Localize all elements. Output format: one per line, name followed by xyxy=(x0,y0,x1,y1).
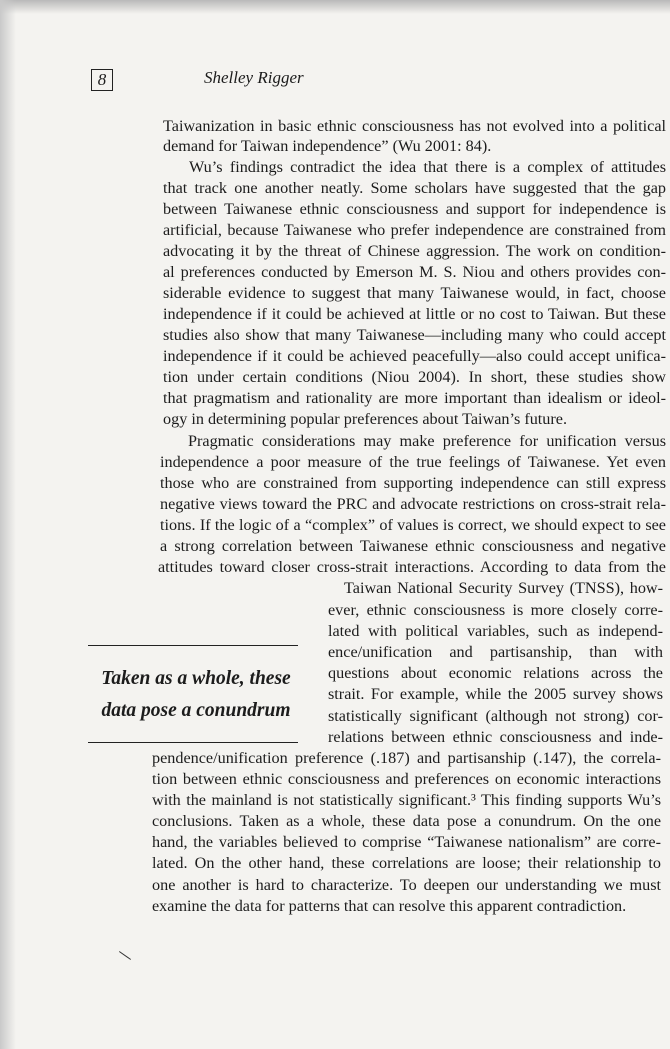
text-line: negative views toward the PRC and advocate restrictions on cross-strait rela- xyxy=(160,495,666,513)
text-line: those who are constrained from supporting independence can still express xyxy=(160,474,666,492)
text-line: independence if it could be achieved peacefully—also could accept unifica- xyxy=(163,347,666,365)
text-line: with the mainland is not statistically significant.³ This finding supports Wu’s xyxy=(152,791,661,809)
text-line: examine the data for patterns that can resolve this apparent contradiction. xyxy=(152,897,627,915)
text-line: questions about economic relations across the xyxy=(328,664,663,682)
text-line: attitudes toward closer cross-strait interactions. According to data from the xyxy=(158,558,666,576)
text-line: studies also show that many Taiwanese—including many who could accept xyxy=(163,326,666,344)
pull-quote-top-rule xyxy=(88,645,298,646)
scan-edge-top xyxy=(0,0,670,14)
text-line: lated. On the other hand, these correlations are loose; their relationship to xyxy=(152,854,661,872)
text-line: strait. For example, while the 2005 survey shows xyxy=(328,685,663,703)
text-line: Pragmatic considerations may make preference for unification versus xyxy=(188,432,666,450)
text-line: Taiwanization in basic ethnic consciousness has not evolved into a political xyxy=(163,117,666,135)
text-line: independence if it could be achieved at little or no cost to Taiwan. But these xyxy=(163,305,666,323)
text-line: demand for Taiwan independence” (Wu 2001: 84). xyxy=(163,137,492,155)
pull-quote-line: data pose a conundrum xyxy=(101,700,291,721)
text-line: ence/unification and partisanship, than with xyxy=(328,643,663,661)
text-line: conclusions. Taken as a whole, these data pose a conundrum. On the one xyxy=(152,812,661,830)
text-line: tion under certain conditions (Niou 2004). In short, these studies show xyxy=(163,368,666,386)
scan-edge-left xyxy=(0,0,16,1049)
text-line: Taiwan National Security Survey (TNSS), how- xyxy=(344,579,663,597)
text-line: statistically significant (although not strong) cor- xyxy=(328,707,663,725)
text-line: relations between ethnic consciousness and inde- xyxy=(328,728,663,746)
text-line: one another is hard to characterize. To deepen our understanding we must xyxy=(152,876,661,894)
text-line: a strong correlation between Taiwanese ethnic consciousness and negative xyxy=(160,537,666,555)
text-line: that pragmatism and rationality are more important than idealism or ideol- xyxy=(163,389,666,407)
text-line: that track one another neatly. Some scholars have suggested that the gap xyxy=(163,179,666,197)
text-line: artificial, because Taiwanese who prefer independence are constrained from xyxy=(163,221,666,239)
text-line: al preferences conducted by Emerson M. S. Niou and others provides con- xyxy=(163,263,666,281)
text-line: siderable evidence to suggest that many Taiwanese would, in fact, choose xyxy=(163,284,666,302)
page-number: 8 xyxy=(91,69,113,91)
pull-quote-line: Taken as a whole, these xyxy=(101,668,291,689)
text-line: hand, the variables believed to comprise “Taiwanese nationalism” are corre- xyxy=(152,833,661,851)
text-line: Wu’s findings contradict the idea that there is a complex of attitudes xyxy=(189,158,666,176)
pull-quote xyxy=(86,663,306,727)
text-line: lated with political variables, such as independ- xyxy=(328,622,663,640)
text-line: between Taiwanese ethnic consciousness and support for independence is xyxy=(163,200,666,218)
text-line: tion between ethnic consciousness and preferences on economic interactions xyxy=(152,770,661,788)
running-head-author: Shelley Rigger xyxy=(204,68,304,87)
text-line: independence a poor measure of the true feelings of Taiwanese. Yet even xyxy=(160,453,666,471)
margin-pen-mark xyxy=(119,951,131,960)
pull-quote-bottom-rule xyxy=(88,742,298,743)
text-line: pendence/unification preference (.187) and partisanship (.147), the correla- xyxy=(152,749,661,767)
text-line: ever, ethnic consciousness is more closely corre- xyxy=(328,601,663,619)
text-line: advocating it by the threat of Chinese aggression. The work on condition- xyxy=(163,242,666,260)
text-line: ogy in determining popular preferences about Taiwan’s future. xyxy=(163,410,568,428)
text-line: tions. If the logic of a “complex” of values is correct, we should expect to see xyxy=(160,516,666,534)
